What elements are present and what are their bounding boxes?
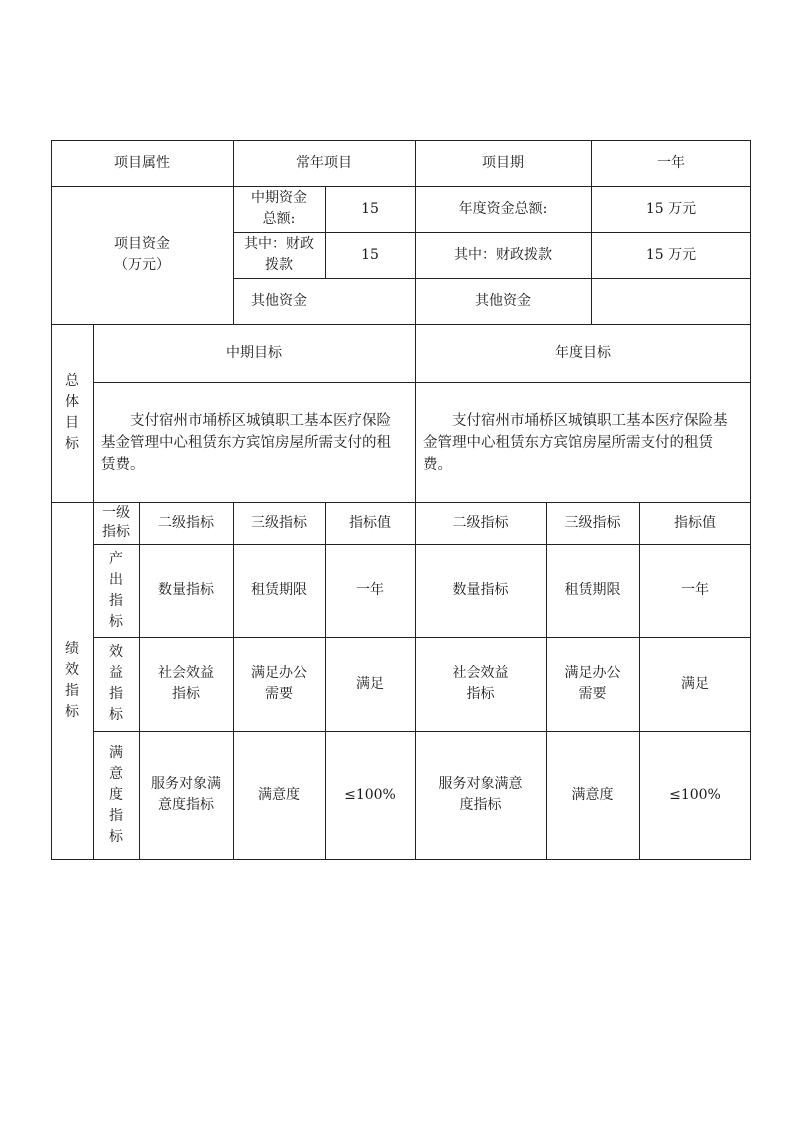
column-header-level1-text: 一级指标 [102,505,130,540]
project-period-label [415,140,591,186]
output-annual-value-text: 一年 [681,582,709,598]
benefit-mid-level3 [233,637,325,731]
project-property-label-text: 项目属性 [114,154,170,171]
mid-fiscal-label-line2: 拨款 [265,257,293,273]
satisfaction-annual-value [639,731,751,859]
annual-other-label-text: 其他资金 [475,292,531,309]
benefit-mid-value-text: 满足 [356,675,384,692]
mid-goal-header [93,324,415,382]
project-property-value [233,140,415,186]
table-row-output-level1 [93,544,139,637]
mid-goal-paragraph: 支付宿州市埇桥区城镇职工基本医疗保险基金管理中心租赁东方宾馆房屋所需支付的租赁费。 [101,413,391,473]
satisfaction-annual-level3-text: 满意度 [571,786,614,803]
annual-fiscal-value-text: 15 万元 [645,246,697,263]
benefit-annual-level3 [546,637,639,731]
column-header-value [325,502,415,544]
project-property-value-text: 常年项目 [296,154,352,171]
output-annual-level2 [415,544,546,637]
annual-goal-text [415,382,751,502]
mid-other-value [325,278,415,324]
output-level1-text: 产出指标 [109,550,123,630]
performance-label-text: 绩效指标 [65,641,79,720]
annual-total-value [591,186,751,232]
performance-label [51,502,93,860]
column-header-level3 [233,502,325,544]
benefit-annual-level2 [415,637,546,731]
satisfaction-level1-text: 满意度指标 [109,744,123,845]
benefit-annual-level2-text: 社会效益指标 [452,665,509,702]
mid-total-label-line1: 中期资金 [251,190,307,206]
project-property-label [51,140,233,186]
benefit-level1-text: 效益指标 [109,644,123,723]
benefit-annual-level3-text: 满足办公需要 [564,665,621,702]
mid-total-label-line2: 总额: [262,211,296,227]
output-annual-value [639,544,751,637]
column-header-level3-text: 三级指标 [251,514,307,531]
annual-total-value-text: 15 万元 [645,200,697,217]
satisfaction-mid-level2-text: 服务对象满意度指标 [151,776,221,813]
benefit-annual-value [639,637,751,731]
overall-goals-label-text: 总体目标 [65,373,79,452]
annual-other-label [415,278,591,324]
benefit-annual-value-text: 满足 [681,675,709,692]
output-annual-level3-text: 租赁期限 [564,582,621,598]
benefit-mid-value [325,637,415,731]
table-row-benefit-level1 [93,637,139,731]
column-header-level1 [93,502,139,544]
column-header-value-annual-text: 指标值 [674,514,716,531]
annual-goal-header-text: 年度目标 [555,344,611,361]
mid-fiscal-value-text: 15 [361,246,379,263]
project-period-value [591,140,751,186]
annual-fiscal-label-text: 其中：财政拨款 [454,246,552,263]
satisfaction-mid-level3-text: 满意度 [258,786,300,803]
overall-goals-label [51,324,93,502]
output-mid-value-text: 一年 [356,582,384,598]
column-header-level2 [139,502,233,544]
project-period-value-text: 一年 [657,154,685,171]
benefit-mid-level3-text: 满足办公需要 [251,665,307,702]
mid-total-value [325,186,415,232]
project-period-label-text: 项目期 [482,154,524,171]
mid-goal-header-text: 中期目标 [226,344,282,361]
output-annual-level2-text: 数量指标 [452,582,509,598]
mid-total-label [233,186,325,232]
satisfaction-mid-level3 [233,731,325,859]
mid-other-label [233,278,325,324]
column-header-level2-text: 二级指标 [158,514,214,531]
column-header-level2-annual [415,502,546,544]
satisfaction-annual-level2 [415,731,546,859]
mid-fiscal-label-line1: 其中：财政 [244,236,314,252]
benefit-mid-level2-text: 社会效益指标 [158,665,214,702]
output-mid-level3 [233,544,325,637]
output-mid-level2 [139,544,233,637]
output-mid-level2-text: 数量指标 [158,582,214,598]
column-header-level3-annual [546,502,639,544]
annual-total-label [415,186,591,232]
annual-fiscal-value [591,232,751,278]
output-mid-level3-text: 租赁期限 [251,582,307,598]
column-header-level2-annual-text: 二级指标 [452,514,509,531]
annual-goal-header [415,324,751,382]
annual-fiscal-label [415,232,591,278]
annual-goal-paragraph: 支付宿州市埇桥区城镇职工基本医疗保险基金管理中心租赁东方宾馆房屋所需支付的租赁费。 [423,413,728,473]
mid-total-value-text: 15 [361,200,379,217]
project-funds-label-line1: 项目资金 [114,236,170,252]
satisfaction-annual-level2-text: 服务对象满意度指标 [438,776,523,813]
annual-other-value [591,278,751,324]
benefit-mid-level2 [139,637,233,731]
project-performance-table [51,140,751,860]
table-row-satisfaction-level1 [93,731,139,859]
project-funds-label [51,186,233,324]
satisfaction-mid-value [325,731,415,859]
output-annual-level3 [546,544,639,637]
satisfaction-mid-value-text: ≤100% [344,786,396,803]
satisfaction-annual-value-text: ≤100% [669,786,721,803]
mid-fiscal-label [233,232,325,278]
column-header-value-annual [639,502,751,544]
annual-total-label-text: 年度资金总额: [458,200,548,217]
output-mid-value [325,544,415,637]
mid-other-label-text: 其他资金 [251,292,307,309]
column-header-value-text: 指标值 [349,514,391,531]
satisfaction-mid-level2 [139,731,233,859]
mid-goal-text [93,382,415,502]
rule [51,859,751,860]
mid-fiscal-value [325,232,415,278]
project-funds-label-line2: （万元） [114,257,170,273]
satisfaction-annual-level3 [546,731,639,859]
column-header-level3-annual-text: 三级指标 [564,514,621,531]
